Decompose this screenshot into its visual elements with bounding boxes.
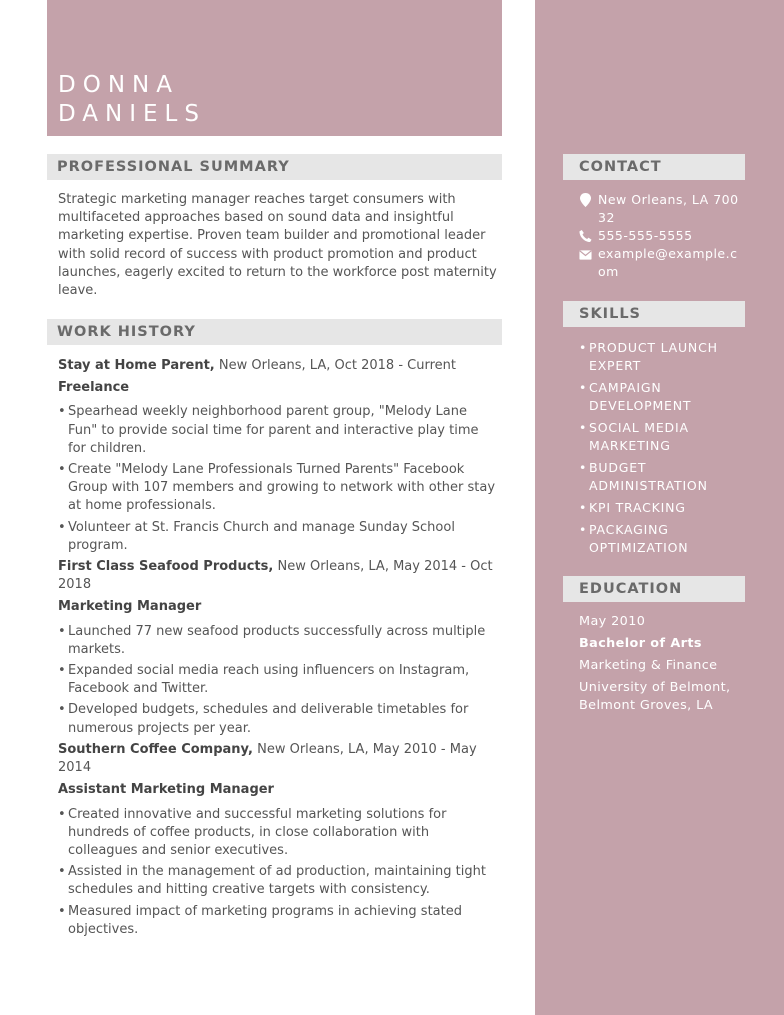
contact-heading: CONTACT <box>563 154 745 180</box>
job-bullet: • Developed budgets, schedules and deliverable timetables for numerous projects per year. <box>58 701 498 737</box>
envelope-icon <box>579 248 592 262</box>
last-name: DANIELS <box>58 101 206 127</box>
skill-item: • PRODUCT LAUNCH EXPERT <box>579 339 741 375</box>
job-details: New Orleans, LA, May 2014 - Oct 2018 <box>58 559 493 593</box>
job-header <box>58 558 498 594</box>
job-entry <box>58 741 498 942</box>
job-bullet: • Volunteer at St. Francis Church and manage Sunday School program. <box>58 519 498 555</box>
job-bullets <box>58 403 498 555</box>
contact-phone <box>579 227 741 245</box>
job-company: Southern Coffee Company, <box>58 742 253 757</box>
contact-email <box>579 245 741 281</box>
education-heading: EDUCATION <box>563 576 745 602</box>
email-text[interactable]: example@example.com <box>598 246 738 279</box>
job-title: Marketing Manager <box>58 599 202 615</box>
skill-item: • KPI TRACKING <box>579 499 741 517</box>
job-details: New Orleans, LA, Oct 2018 - Current <box>218 358 456 373</box>
education-school: University of Belmont, Belmont Groves, LA <box>579 680 731 713</box>
summary-text: Strategic marketing manager reaches target consumers with multifaceted approaches based on sound data and insightful marketing expertise. Proven team builder and promotional leader with solid record of success with product promotion and product launches, eagerly excited to return to the workforce post maternity leave. <box>58 192 497 299</box>
education-field: Marketing & Finance <box>579 658 718 673</box>
job-bullet: • Assisted in the management of ad production, maintaining tight schedules and hitting creative targets with consistency. <box>58 863 498 899</box>
skill-item: • PACKAGING OPTIMIZATION <box>579 521 741 557</box>
work-history-heading: WORK HISTORY <box>47 319 502 345</box>
job-entry <box>58 357 498 558</box>
education-degree: Bachelor of Arts <box>579 636 702 651</box>
education-date: May 2010 <box>579 614 646 629</box>
job-bullets <box>58 806 498 939</box>
job-bullets <box>58 623 498 738</box>
job-bullet: • Create "Melody Lane Professionals Turned Parents" Facebook Group with 107 members and growing to network with other stay at home professionals. <box>58 461 498 516</box>
job-header <box>58 741 498 777</box>
address-text: New Orleans, LA 70032 <box>598 192 739 225</box>
job-company: Stay at Home Parent, <box>58 358 215 373</box>
skills-heading: SKILLS <box>563 301 745 327</box>
job-title: Assistant Marketing Manager <box>58 782 274 798</box>
job-bullet: • Created innovative and successful marketing solutions for hundreds of coffee products, in close collaboration with colleagues and senior executives. <box>58 806 498 861</box>
name-header <box>47 0 502 136</box>
job-bullet: • Measured impact of marketing programs in achieving stated objectives. <box>58 903 498 939</box>
summary-heading: PROFESSIONAL SUMMARY <box>47 154 502 180</box>
skill-item: • BUDGET ADMINISTRATION <box>579 459 741 495</box>
phone-text[interactable]: 555-555-5555 <box>598 228 693 243</box>
first-name: DONNA <box>58 72 179 98</box>
map-marker-icon <box>579 193 592 207</box>
phone-icon <box>579 229 592 243</box>
job-bullet: • Launched 77 new seafood products successfully across multiple markets. <box>58 623 498 659</box>
skill-item: • SOCIAL MEDIA MARKETING <box>579 419 741 455</box>
contact-address <box>579 191 741 227</box>
job-title: Freelance <box>58 380 130 396</box>
job-entry <box>58 558 498 741</box>
job-details: New Orleans, LA, May 2010 - May 2014 <box>58 742 477 776</box>
job-bullet: • Expanded social media reach using influencers on Instagram, Facebook and Twitter. <box>58 662 498 698</box>
skill-item: • CAMPAIGN DEVELOPMENT <box>579 379 741 415</box>
job-bullet: • Spearhead weekly neighborhood parent group, "Melody Lane Fun" to provide social time for parent and interactive play time for children. <box>58 403 498 458</box>
job-company: First Class Seafood Products, <box>58 559 274 574</box>
job-header <box>58 357 498 375</box>
skills-list <box>579 339 741 561</box>
